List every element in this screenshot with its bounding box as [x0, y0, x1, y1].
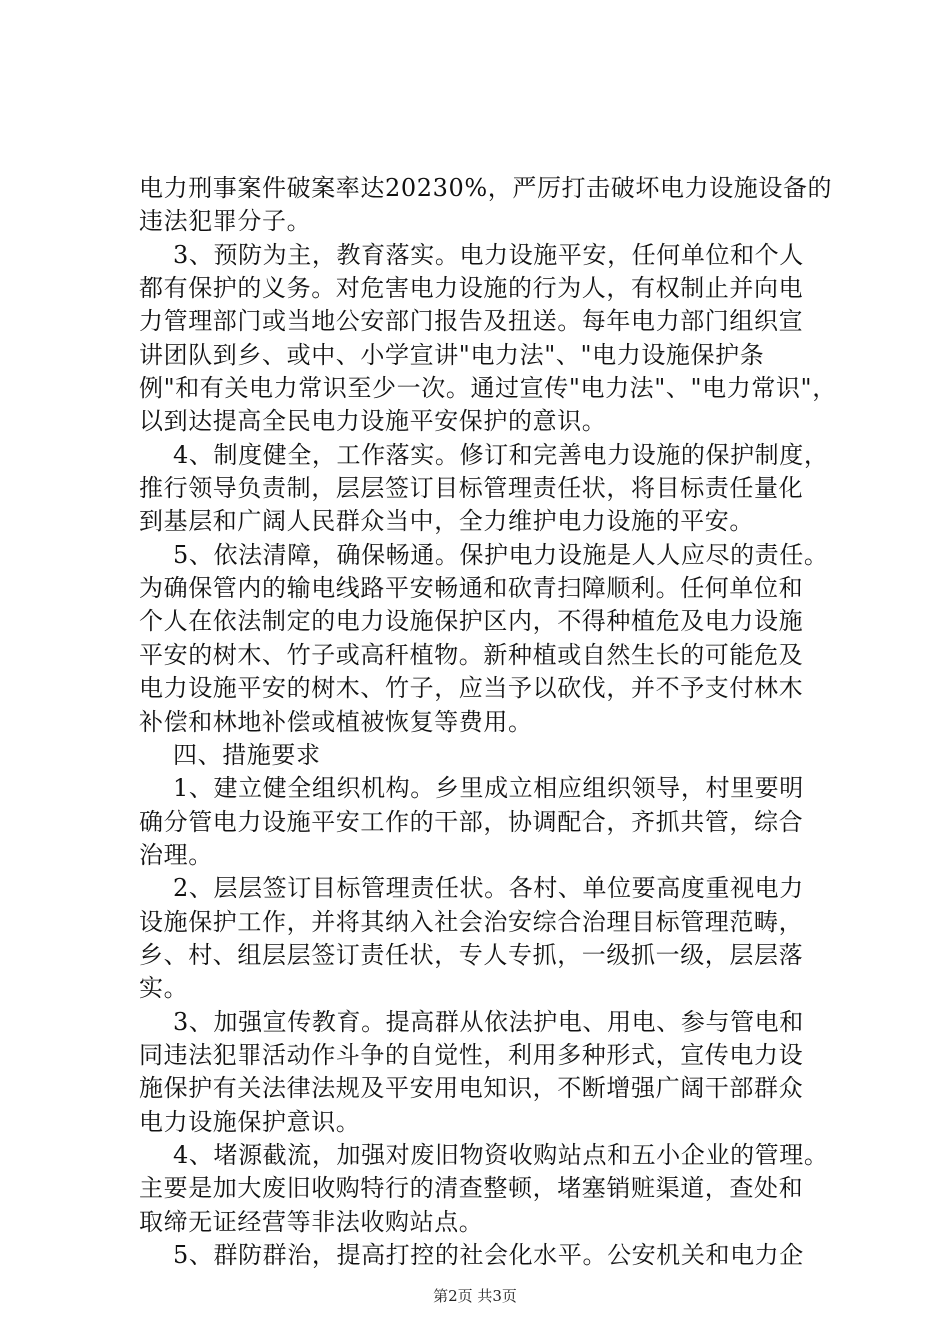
text-line: 例"和有关电力常识至少一次。通过宣传"电力法"、"电力常识"，	[139, 374, 837, 403]
text-line: 电力刑事案件破案率达20230%，严厉打击破坏电力设施设备的	[139, 174, 833, 202]
text-line: 补偿和林地补偿或植被恢复等费用。	[139, 707, 533, 736]
text-line: 确分管电力设施平安工作的干部，协调配合，齐抓共管，综合	[139, 807, 804, 836]
text-line: 取缔无证经营等非法收购站点。	[139, 1207, 484, 1236]
text-line: 实。	[139, 974, 189, 1003]
text-line: 平安的树木、竹子或高秆植物。新种植或自然生长的可能危及	[139, 640, 804, 669]
text-line: 主要是加大废旧收购特行的清查整顿，堵塞销赃渠道，查处和	[139, 1174, 804, 1203]
text-line: 4、制度健全，工作落实。修订和完善电力设施的保护制度，	[173, 440, 829, 469]
text-line: 施保护有关法律法规及平安用电知识，不断增强广阔干部群众	[139, 1074, 804, 1103]
text-line: 1、建立健全组织机构。乡里成立相应组织领导，村里要明	[173, 774, 804, 803]
text-line: 力管理部门或当地公安部门报告及扭送。每年电力部门组织宣	[139, 307, 804, 336]
text-line: 电力设施平安的树木、竹子，应当予以砍伐，并不予支付林木	[139, 674, 804, 703]
text-line: 到基层和广阔人民群众当中，全力维护电力设施的平安。	[139, 507, 754, 536]
text-line: 推行领导负责制，层层签订目标管理责任状，将目标责任量化	[139, 474, 804, 503]
text-line: 同违法犯罪活动作斗争的自觉性，利用多种形式，宣传电力设	[139, 1040, 804, 1069]
text-line: 电力设施保护意识。	[139, 1107, 361, 1136]
text-line: 为确保管内的输电线路平安畅通和砍青扫障顺利。任何单位和	[139, 574, 804, 603]
text-line: 以到达提高全民电力设施平安保护的意识。	[139, 407, 607, 436]
text-line: 3、预防为主，教育落实。电力设施平安，任何单位和个人	[173, 240, 804, 269]
text-line: 都有保护的义务。对危害电力设施的行为人，有权制止并向电	[139, 274, 804, 303]
document-body	[139, 172, 839, 1272]
text-line: 5、依法清障，确保畅通。保护电力设施是人人应尽的责任。	[173, 540, 829, 569]
text-line: 设施保护工作，并将其纳入社会治安综合治理目标管理范畴，	[139, 907, 804, 936]
text-line: 5、群防群治，提高打控的社会化水平。公安机关和电力企	[173, 1241, 804, 1269]
text-line: 治理。	[139, 840, 213, 869]
text-line: 四、措施要求	[173, 740, 321, 769]
text-line: 个人在依法制定的电力设施保护区内，不得种植危及电力设施	[139, 607, 804, 636]
text-line: 2、层层签订目标管理责任状。各村、单位要高度重视电力	[173, 874, 804, 903]
page-footer: 第2页 共3页	[433, 1287, 517, 1305]
text-line: 乡、村、组层层签订责任状，专人专抓，一级抓一级，层层落	[139, 940, 804, 969]
text-line: 违法犯罪分子。	[139, 207, 312, 236]
text-line: 4、堵源截流，加强对废旧物资收购站点和五小企业的管理。	[173, 1140, 829, 1169]
text-line: 讲团队到乡、或中、小学宣讲"电力法"、"电力设施保护条	[139, 340, 765, 369]
text-line: 3、加强宣传教育。提高群从依法护电、用电、参与管电和	[173, 1007, 804, 1036]
